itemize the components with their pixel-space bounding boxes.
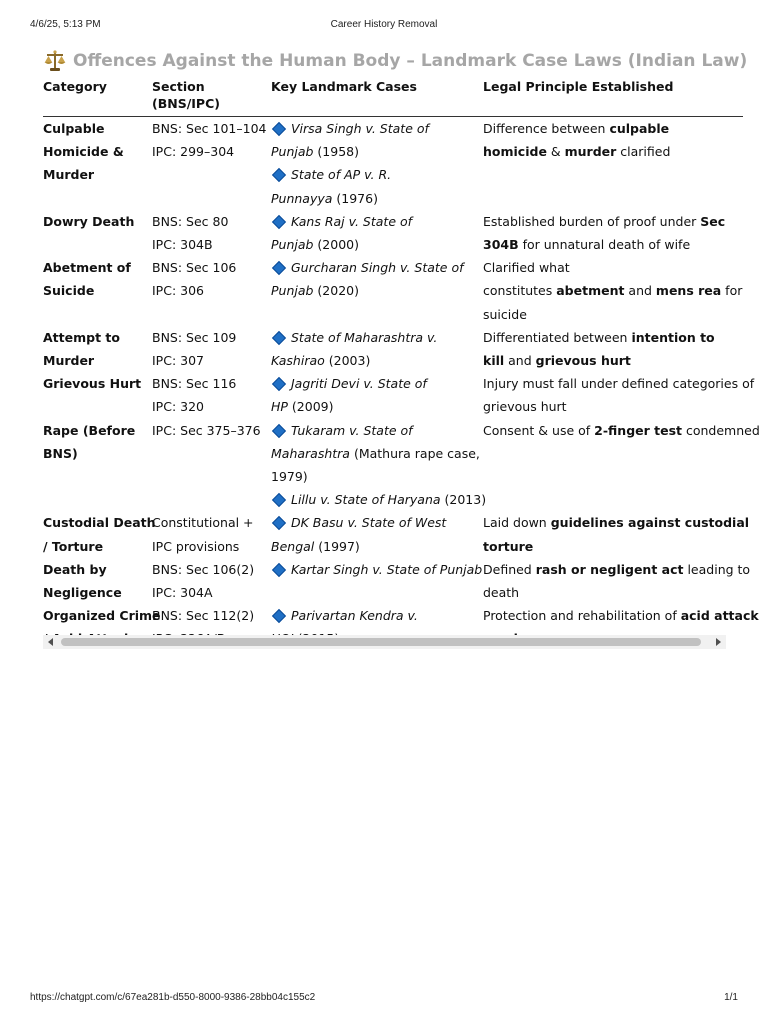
principle-text: leading to bbox=[683, 561, 751, 577]
table-row bbox=[43, 372, 743, 418]
principle-emphasis: torture bbox=[483, 538, 534, 554]
section-line: BNS: Sec 112(2) bbox=[152, 608, 255, 624]
principle-line bbox=[483, 326, 743, 349]
print-url: https://chatgpt.com/c/67ea281b-d550-8000-9386-28bb04c155c2 bbox=[30, 992, 316, 1003]
diamond-bullet-icon bbox=[272, 377, 286, 391]
case-name: Kashirao bbox=[271, 353, 325, 369]
case-name: Kans Raj v. State of bbox=[291, 213, 413, 229]
case-name: Bengal bbox=[271, 538, 315, 554]
category-cell bbox=[43, 372, 152, 418]
page-heading bbox=[43, 49, 748, 73]
section-cell bbox=[152, 372, 271, 418]
arrow-left-icon[interactable] bbox=[48, 638, 53, 646]
principle-line bbox=[483, 256, 743, 279]
case-line bbox=[271, 419, 483, 442]
principle-emphasis: mens rea bbox=[655, 283, 722, 299]
principle-line bbox=[483, 349, 743, 372]
section-line: BNS: Sec 109 bbox=[152, 329, 237, 345]
section-line: IPC: 299–304 bbox=[152, 144, 235, 160]
category-cell bbox=[43, 558, 152, 604]
case-line bbox=[271, 372, 483, 395]
principle-text: Differentiated between bbox=[483, 329, 632, 345]
section-line: BNS: Sec 80 bbox=[152, 213, 229, 229]
case-name: Tukaram v. State of bbox=[291, 422, 413, 438]
principle-line bbox=[483, 604, 759, 627]
print-title: Career History Removal bbox=[330, 19, 438, 30]
case-year: (2009) bbox=[287, 399, 334, 415]
principle-cell bbox=[483, 558, 751, 604]
principle-line bbox=[483, 303, 743, 326]
section-line: IPC: 306 bbox=[152, 283, 204, 299]
section-cell bbox=[152, 511, 271, 557]
diamond-bullet-icon bbox=[272, 331, 286, 345]
case-name: Parivartan Kendra v. bbox=[291, 608, 418, 624]
case-line bbox=[271, 349, 483, 372]
case-line bbox=[271, 233, 483, 256]
case-line bbox=[271, 163, 483, 186]
diamond-bullet-icon bbox=[272, 122, 286, 136]
principle-line bbox=[483, 210, 743, 233]
case-name: Gurcharan Singh v. State of bbox=[291, 260, 464, 276]
table-row bbox=[43, 117, 743, 210]
case-year: (1958) bbox=[313, 144, 359, 160]
category-line: Murder bbox=[43, 167, 95, 183]
cases-cell bbox=[271, 326, 483, 372]
principle-text: Laid down bbox=[483, 515, 551, 531]
section-line: Constitutional + bbox=[152, 515, 254, 531]
category-line: Suicide bbox=[43, 283, 95, 299]
principle-line bbox=[483, 140, 743, 163]
case-line bbox=[271, 488, 487, 511]
section-cell bbox=[152, 210, 271, 256]
cases-cell bbox=[271, 117, 483, 210]
diamond-bullet-icon bbox=[272, 261, 286, 275]
case-name: Maharashtra bbox=[271, 445, 350, 461]
principle-line bbox=[483, 511, 750, 534]
case-line bbox=[271, 395, 483, 418]
heading-text: Offences Against the Human Body – Landmark Case Laws (Indian Law) bbox=[73, 51, 748, 71]
category-line: Homicide & bbox=[43, 144, 124, 160]
category-cell bbox=[43, 419, 152, 512]
category-cell bbox=[43, 511, 156, 557]
category-cell bbox=[43, 256, 152, 326]
principle-emphasis: abetment bbox=[556, 283, 625, 299]
category-line: Organized Crime bbox=[43, 608, 161, 624]
principle-emphasis: homicide bbox=[483, 144, 547, 160]
principle-cell bbox=[483, 117, 743, 210]
principle-line bbox=[483, 535, 743, 558]
category-line: / Torture bbox=[43, 538, 104, 554]
arrow-right-icon[interactable] bbox=[716, 638, 721, 646]
section-cell bbox=[152, 419, 271, 512]
diamond-bullet-icon bbox=[272, 215, 286, 229]
page-number: 1/1 bbox=[724, 992, 738, 1003]
case-name: Virsa Singh v. State of bbox=[291, 121, 429, 136]
section-cell bbox=[152, 326, 271, 372]
case-name: HP bbox=[271, 399, 288, 415]
header-category: Category bbox=[43, 76, 152, 117]
section-line: IPC: Sec 375–376 bbox=[152, 422, 261, 438]
section-line: IPC: 304A bbox=[152, 585, 213, 601]
category-line: Grievous Hurt bbox=[43, 376, 142, 392]
section-line: IPC provisions bbox=[152, 538, 240, 554]
section-cell bbox=[152, 558, 271, 604]
case-line bbox=[271, 279, 483, 302]
table-body bbox=[43, 117, 760, 651]
case-line bbox=[271, 326, 483, 349]
section-cell bbox=[152, 256, 271, 326]
principle-cell bbox=[483, 511, 750, 557]
principle-line bbox=[483, 558, 751, 581]
principle-text: for unnatural death of wife bbox=[518, 237, 691, 253]
principle-cell bbox=[483, 419, 760, 512]
principle-text: clarified bbox=[616, 144, 671, 160]
principle-line bbox=[483, 117, 743, 140]
header-section: Section (BNS/IPC) bbox=[152, 76, 271, 117]
table-row bbox=[43, 511, 743, 557]
principle-text: grievous hurt bbox=[483, 399, 567, 415]
category-line: Dowry Death bbox=[43, 213, 135, 229]
case-name: State of AP v. R. bbox=[291, 167, 392, 183]
principle-line bbox=[483, 279, 743, 302]
case-year: (2000) bbox=[313, 237, 359, 253]
section-line: BNS: Sec 106 bbox=[152, 260, 237, 276]
principle-line bbox=[483, 372, 755, 395]
diamond-bullet-icon bbox=[272, 609, 286, 623]
category-cell bbox=[43, 326, 152, 372]
case-line bbox=[271, 465, 483, 488]
table-row bbox=[43, 210, 743, 256]
case-name: Punjab bbox=[271, 283, 314, 299]
category-cell bbox=[43, 210, 152, 256]
case-law-table-container[interactable] bbox=[43, 76, 760, 636]
section-line: IPC: 304B bbox=[152, 237, 213, 253]
case-line bbox=[271, 256, 483, 279]
cases-cell bbox=[271, 419, 487, 512]
diamond-bullet-icon bbox=[272, 424, 286, 438]
principle-text: suicide bbox=[483, 306, 527, 322]
case-line bbox=[271, 604, 483, 627]
principle-cell bbox=[483, 326, 743, 372]
principle-cell bbox=[483, 256, 743, 326]
cases-cell bbox=[271, 558, 483, 604]
category-line: Negligence bbox=[43, 585, 122, 601]
principle-text: for bbox=[721, 283, 743, 299]
case-name: State of Maharashtra v. bbox=[291, 329, 438, 345]
table-header-row bbox=[43, 76, 743, 117]
principle-text: Clarified what bbox=[483, 260, 570, 276]
case-line bbox=[271, 511, 483, 534]
case-year: (1997) bbox=[314, 538, 360, 554]
cases-cell bbox=[271, 372, 483, 418]
case-year: (2013) bbox=[440, 492, 487, 508]
case-year: 1979) bbox=[271, 469, 308, 485]
principle-emphasis: rash or negligent act bbox=[535, 561, 684, 577]
principle-text: and bbox=[504, 353, 536, 369]
category-line: Culpable bbox=[43, 121, 105, 136]
principle-emphasis: culpable bbox=[609, 121, 670, 136]
category-cell bbox=[43, 117, 152, 210]
category-line: Murder bbox=[43, 353, 95, 369]
category-line: BNS) bbox=[43, 445, 78, 461]
case-name: Punnayya bbox=[271, 190, 333, 206]
cases-cell bbox=[271, 210, 483, 256]
section-line: IPC: 307 bbox=[152, 353, 204, 369]
diamond-bullet-icon bbox=[272, 493, 286, 507]
principle-emphasis: kill bbox=[483, 353, 505, 369]
category-line: Abetment of bbox=[43, 260, 131, 276]
table-row bbox=[43, 326, 743, 372]
diamond-bullet-icon bbox=[272, 516, 286, 530]
header-cases: Key Landmark Cases bbox=[271, 76, 483, 117]
category-line: Rape (Before bbox=[43, 422, 136, 438]
section-cell bbox=[152, 117, 271, 210]
case-line bbox=[271, 558, 483, 581]
principle-text: & bbox=[546, 144, 565, 160]
principle-line bbox=[483, 419, 760, 442]
cases-cell bbox=[271, 256, 483, 326]
principle-emphasis: guidelines against custodial bbox=[550, 515, 750, 531]
case-line bbox=[271, 535, 483, 558]
category-line: Death by bbox=[43, 561, 107, 577]
case-name: Punjab bbox=[271, 144, 314, 160]
print-datetime: 4/6/25, 5:13 PM bbox=[30, 19, 101, 30]
diamond-bullet-icon bbox=[272, 168, 286, 182]
case-year: (2020) bbox=[313, 283, 359, 299]
case-name: DK Basu v. State of West bbox=[291, 515, 447, 531]
case-year: (1976) bbox=[332, 190, 378, 206]
horizontal-scrollbar[interactable] bbox=[43, 635, 726, 649]
principle-text: Injury must fall under defined categories of bbox=[483, 376, 755, 392]
principle-emphasis: 304B bbox=[483, 237, 519, 253]
case-name: Lillu v. State of Haryana bbox=[291, 492, 441, 508]
principle-text: Protection and rehabilitation of bbox=[483, 608, 681, 624]
section-line: BNS: Sec 106(2) bbox=[152, 561, 255, 577]
principle-text: Difference between bbox=[483, 121, 610, 136]
principle-line bbox=[483, 395, 743, 418]
principle-text: and bbox=[624, 283, 656, 299]
principle-emphasis: grievous hurt bbox=[535, 353, 631, 369]
principle-cell bbox=[483, 372, 755, 418]
principle-text: Established burden of proof under bbox=[483, 213, 701, 229]
principle-text: constitutes bbox=[483, 283, 557, 299]
header-principle: Legal Principle Established bbox=[483, 76, 743, 117]
section-line: IPC: 320 bbox=[152, 399, 204, 415]
principle-text: Defined bbox=[483, 561, 536, 577]
principle-text: Consent & use of bbox=[483, 422, 595, 438]
principle-emphasis: intention to bbox=[631, 329, 715, 345]
case-line bbox=[271, 117, 483, 140]
principle-line bbox=[483, 581, 743, 604]
diamond-bullet-icon bbox=[272, 563, 286, 577]
principle-emphasis: 2-finger test bbox=[594, 422, 683, 438]
principle-cell bbox=[483, 210, 743, 256]
principle-emphasis: acid attack bbox=[680, 608, 759, 624]
principle-line bbox=[483, 233, 743, 256]
scrollbar-thumb[interactable] bbox=[61, 638, 701, 646]
case-line bbox=[271, 140, 483, 163]
section-line: BNS: Sec 101–104 bbox=[152, 121, 267, 136]
principle-emphasis: Sec bbox=[700, 213, 726, 229]
case-name: Kartar Singh v. State of Punjab bbox=[291, 561, 483, 577]
case-line bbox=[271, 210, 483, 233]
table-row bbox=[43, 558, 743, 604]
case-year: (Mathura rape case, bbox=[349, 445, 480, 461]
principle-emphasis: murder bbox=[564, 144, 617, 160]
principle-text: condemned bbox=[682, 422, 760, 438]
table-row bbox=[43, 256, 743, 326]
principle-text: death bbox=[483, 585, 520, 601]
case-law-table bbox=[43, 76, 760, 651]
case-line bbox=[271, 187, 483, 210]
category-line: Attempt to bbox=[43, 329, 120, 345]
balance-scale-icon bbox=[43, 49, 67, 73]
case-year: (2003) bbox=[324, 353, 371, 369]
table-row bbox=[43, 419, 743, 512]
section-line: BNS: Sec 116 bbox=[152, 376, 237, 392]
case-name: Punjab bbox=[271, 237, 314, 253]
case-line bbox=[271, 442, 483, 465]
cases-cell bbox=[271, 511, 483, 557]
case-name: Jagriti Devi v. State of bbox=[291, 376, 427, 392]
category-line: Custodial Death bbox=[43, 515, 156, 531]
